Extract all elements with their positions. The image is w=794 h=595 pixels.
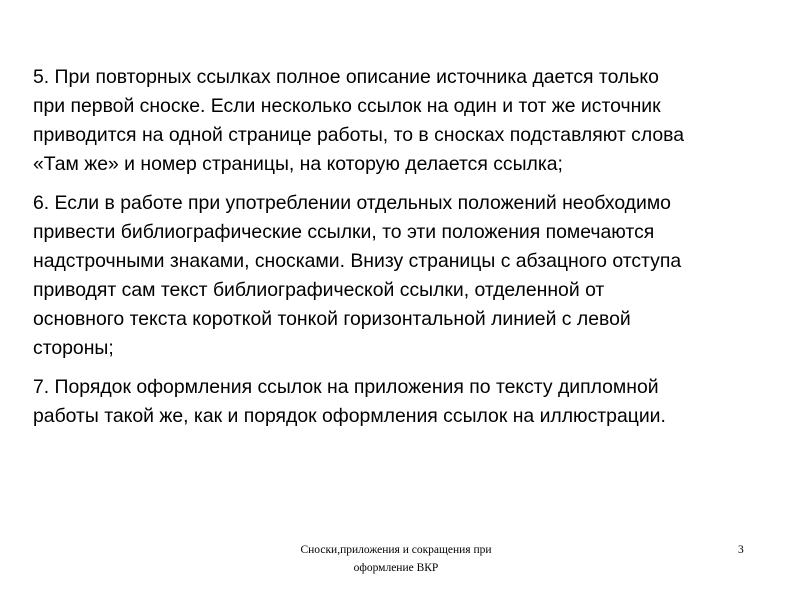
page-number: 3 (738, 544, 744, 556)
paragraph-7: 7. Порядок оформления ссылок на приложения по тексту дипломной работы такой же, как и порядок оформления ссылок на иллюстрации. (33, 376, 666, 427)
footer-title: Сноски,приложения и сокращения при оформление ВКР (300, 544, 492, 574)
paragraph-6: 6. Если в работе при употреблении отдельных положений необходимо привести библиографические ссылки, то эти положения помечаются надстрочными знаками, сносками. Внизу страницы с абзацного отступа приводят сам текст библиографической ссылки, отделенной от основного текста короткой тонкой горизонтальной линией с левой стороны; (33, 192, 682, 359)
paragraph-5: 5. При повторных ссылках полное описание источника дается только при первой сноске. Если несколько ссылок на один и тот же источник приводится на одной странице работы, то в сносках подставляют слова «Там же» и номер страницы, на которую делается ссылка; (33, 66, 685, 175)
slide-body (33, 63, 785, 441)
